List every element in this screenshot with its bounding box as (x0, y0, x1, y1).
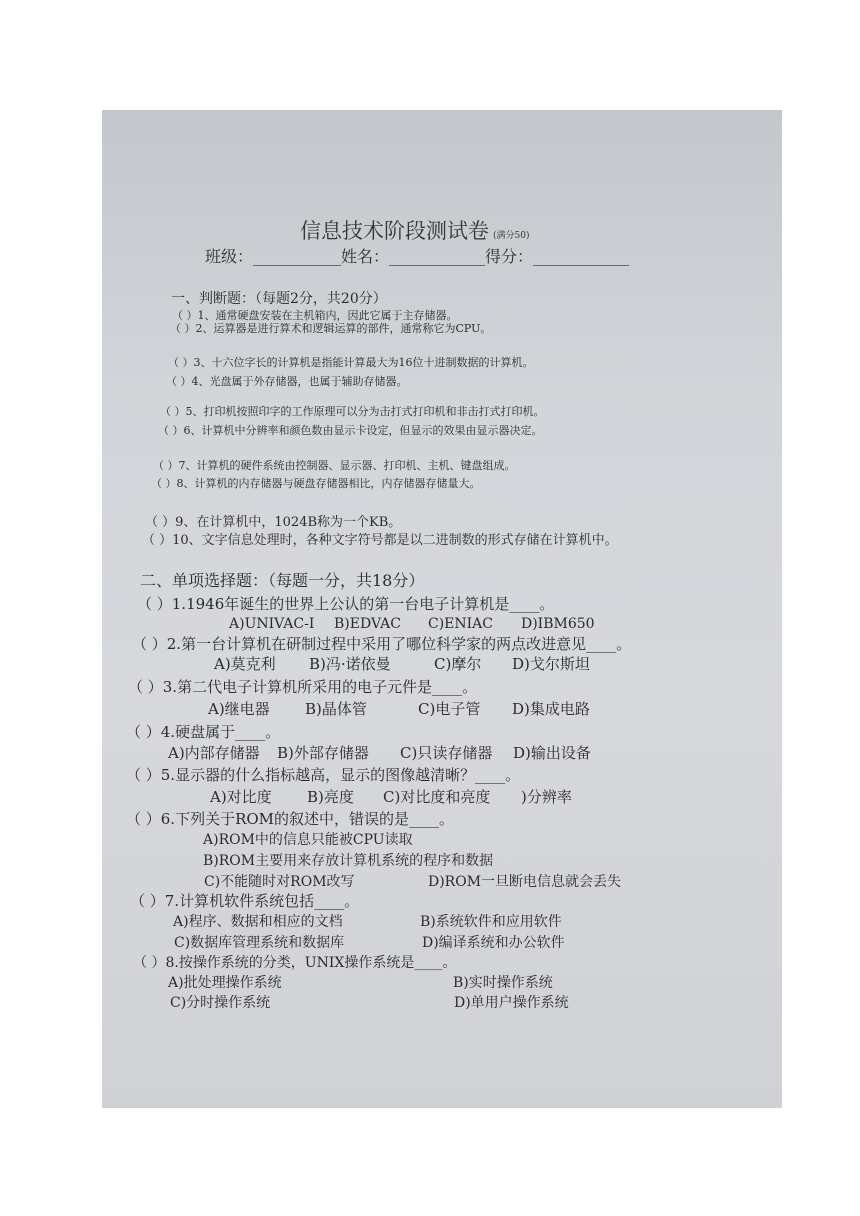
q4-option-c: C)只读存储器 (400, 744, 493, 762)
q2-option-a: A)莫克利 (214, 655, 276, 673)
full-score-note: (满分50) (493, 231, 530, 241)
judge-item-2: （ ）2、运算器是进行算术和逻辑运算的部件，通常称它为CPU。 (170, 322, 492, 335)
q1-option-b: B)EDVAC (334, 616, 401, 632)
choice-question-3: （ ）3.第二代电子计算机所采用的电子元件是____。 (128, 678, 478, 696)
q5-option-d: )分辨率 (521, 788, 572, 806)
judge-item-6: （ ）6、计算机中分辨率和颜色数由显示卡设定，但显示的效果由显示器决定。 (158, 424, 543, 437)
q1-option-a: A)UNIVAC-I (229, 616, 315, 632)
student-info-line: 班级：___________姓名：____________得分：____________ (205, 247, 630, 266)
q1-option-c: C)ENIAC (428, 616, 493, 632)
judge-item-10: （ ）10、文字信息处理时，各种文字符号都是以二进制数的形式存储在计算机中。 (142, 533, 618, 548)
q3-option-d: D)集成电路 (512, 700, 590, 718)
q8-option-a: A)批处理操作系统 (168, 975, 282, 991)
q8-option-b: B)实时操作系统 (453, 975, 553, 991)
q5-option-a: A)对比度 (210, 788, 272, 806)
q2-option-c: C)摩尔 (434, 655, 482, 673)
judge-item-5: （ ）5、打印机按照印字的工作原理可以分为击打式打印机和非击打式打印机。 (160, 405, 545, 418)
choice-question-5: （ ）5.显示器的什么指标越高，显示的图像越清晰？____。 (126, 766, 521, 784)
q8-option-c: C)分时操作系统 (170, 995, 271, 1011)
q4-option-d: D)输出设备 (513, 744, 591, 762)
choice-question-6: （ ）6.下列关于ROM的叙述中，错误的是____。 (126, 810, 455, 828)
section1-heading: 一、判断题：（每题2分，共20分） (171, 291, 387, 307)
q8-option-d: D)单用户操作系统 (454, 995, 569, 1011)
q2-option-b: B)冯·诺依曼 (309, 655, 391, 673)
q7-option-b: B)系统软件和应用软件 (420, 914, 562, 930)
q6-option-a: A)ROM中的信息只能被CPU读取 (203, 832, 413, 848)
judge-item-3: （ ）3、十六位字长的计算机是指能计算最大为16位十进制数据的计算机。 (168, 356, 534, 369)
q2-option-d: D)戈尔斯坦 (512, 655, 590, 673)
choice-question-4: （ ）4.硬盘属于____。 (126, 723, 281, 741)
section2-heading: 二、单项选择题：（每题一分，共18分） (140, 571, 425, 590)
q6-option-d: D)ROM一旦断电信息就会丢失 (428, 874, 622, 890)
q7-option-d: D)编译系统和办公软件 (422, 935, 565, 951)
q3-option-b: B)晶体管 (305, 700, 367, 718)
judge-item-1: （ ）1、通常硬盘安装在主机箱内，因此它属于主存储器。 (172, 309, 458, 322)
q5-option-c: C)对比度和亮度 (383, 788, 491, 806)
q7-option-c: C)数据库管理系统和数据库 (174, 935, 345, 951)
exam-title-text: 信息技术阶段测试卷 (300, 219, 489, 243)
q4-option-b: B)外部存储器 (277, 744, 369, 762)
choice-question-7: （ ）7.计算机软件系统包括____。 (130, 892, 360, 910)
q5-option-b: B)亮度 (307, 788, 354, 806)
choice-question-8: （ ）8.按操作系统的分类，UNIX操作系统是____。 (133, 955, 457, 971)
judge-item-7: （ ）7、计算机的硬件系统由控制器、显示器、打印机、主机、键盘组成。 (153, 459, 516, 472)
choice-question-1: （ ）1.1946年诞生的世界上公认的第一台电子计算机是____。 (137, 595, 555, 613)
q4-option-a: A)内部存储器 (168, 744, 260, 762)
q3-option-a: A)继电器 (208, 700, 270, 718)
choice-question-2: （ ）2.第一台计算机在研制过程中采用了哪位科学家的两点改进意见____。 (132, 635, 632, 653)
q7-option-a: A)程序、数据和相应的文档 (173, 914, 343, 930)
q6-option-c: C)不能随时对ROM改写 (204, 874, 355, 890)
q3-option-c: C)电子管 (418, 700, 481, 718)
judge-item-8: （ ）8、计算机的内存储器与硬盘存储器相比，内存储器存储量大。 (151, 477, 481, 490)
judge-item-9: （ ）9、在计算机中，1024B称为一个KB。 (145, 515, 402, 530)
q6-option-b: B)ROM主要用来存放计算机系统的程序和数据 (203, 853, 494, 869)
q1-option-d: D)IBM650 (521, 616, 595, 632)
judge-item-4: （ ）4、光盘属于外存储器，也属于辅助存储器。 (166, 375, 408, 388)
exam-title (300, 221, 529, 242)
